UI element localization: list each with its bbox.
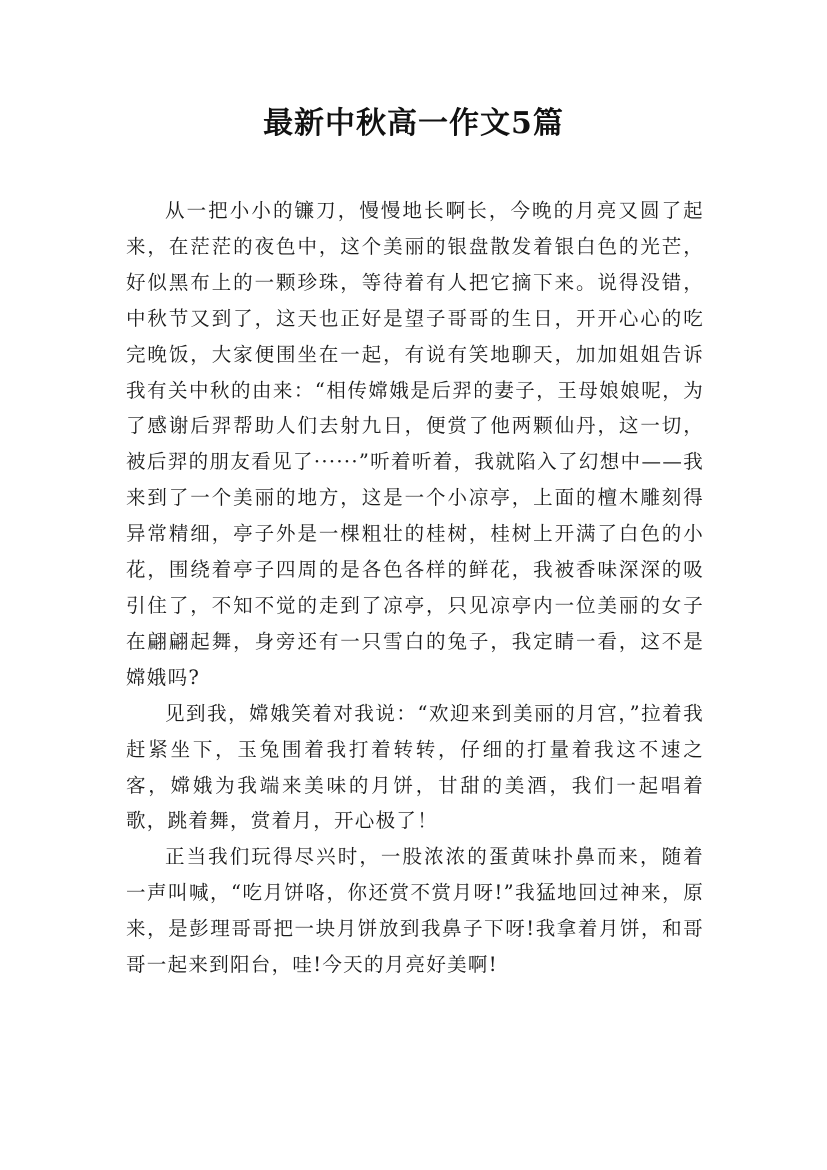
- document-title: 最新中秋高一作文5篇: [263, 106, 564, 141]
- paragraph-1: 从一把小小的镰刀，慢慢地长啊长，今晚的月亮又圆了起来，在茫茫的夜色中，这个美丽的银盘散发着银白色的光芒，好似黑布上的一颗珍珠，等待着有人把它摘下来。说得没错，中秋节又到了，这天也正好是望子哥哥的生日，开开心心的吃完晚饭，大家便围坐在一起，有说有笑地聊天，加加姐姐告诉我有关中秋的由来：“相传嫦娥是后羿的妻子，王母娘娘呢，为了感谢后羿帮助人们去射九日，便赏了他两颗仙丹，这一切，被后羿的朋友看见了······”听着听着，我就陷入了幻想中——我来到了一个美丽的地方，这是一个小凉亭，上面的檀木雕刻得异常精细，亭子外是一棵粗壮的桂树，桂树上开满了白色的小花，围绕着亭子四周的是各色各样的鲜花，我被香味深深的吸引住了，不知不觉的走到了凉亭，只见凉亭内一位美丽的女子在翩翩起舞，身旁还有一只雪白的兔子，我定睛一看，这不是嫦娥吗?: [126, 199, 704, 689]
- paragraph-2: 见到我，嫦娥笑着对我说：“欢迎来到美丽的月宫，”拉着我赶紧坐下，玉兔围着我打着转转，仔细的打量着我这不速之客，嫦娥为我端来美味的月饼，甘甜的美酒，我们一起唱着歌，跳着舞，赏着月，开心极了！: [126, 701, 704, 833]
- paragraph-3: 正当我们玩得尽兴时，一股浓浓的蛋黄味扑鼻而来，随着一声叫喊，“吃月饼咯，你还赏不赏月呀!”我猛地回过神来，原来，是彭理哥哥把一块月饼放到我鼻子下呀!我拿着月饼，和哥哥一起来到阳台，哇!今天的月亮好美啊!: [126, 845, 704, 977]
- document-body: [126, 193, 704, 983]
